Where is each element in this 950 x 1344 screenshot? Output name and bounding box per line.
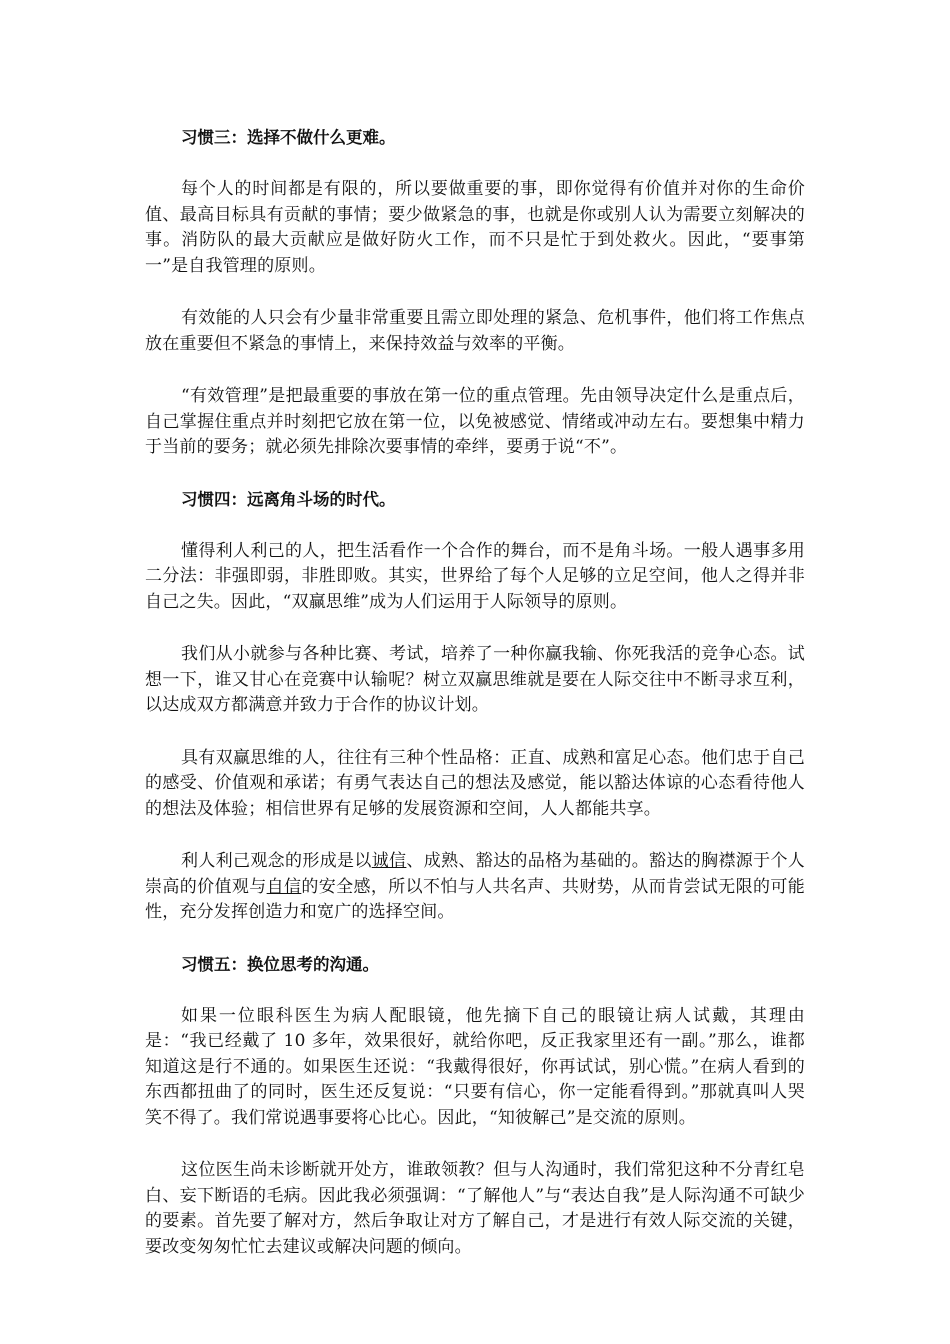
section-heading-habit-5: 习惯五：换位思考的沟通。 [181, 954, 379, 974]
paragraph: 这位医生尚未诊断就开处方，谁敢领教？但与人沟通时，我们常犯这种不分青红皂白、妄下断语的毛病。因此我必须强调：“了解他人”与“表达自我”是人际沟通不可缺少的要素。首先要了解对方，然后争取让对方了解自己，才是进行有效人际交流的关键，要改变匆匆忙忙去建议或解决问题的倾向。 [145, 1160, 805, 1257]
text-run: 利人利己观念的形成是以 [181, 851, 372, 871]
link-integrity[interactable]: 诚信 [371, 851, 407, 871]
paragraph: 每个人的时间都是有限的，所以要做重要的事，即你觉得有价值并对你的生命价值、最高目标具有贡献的事情；要少做紧急的事，也就是你或别人认为需要立刻解决的事。消防队的最大贡献应是做好防火工作，而不只是忙于到处救火。因此，“要事第一”是自我管理的原则。 [145, 179, 805, 276]
paragraph: 具有双赢思维的人，往往有三种个性品格：正直、成熟和富足心态。他们忠于自己的感受、价值观和承诺；有勇气表达自己的想法及感觉，能以豁达体谅的心态看待他人的想法及体验；相信世界有足够的发展资源和空间，人人都能共享。 [145, 747, 805, 819]
paragraph-with-links [145, 849, 805, 926]
paragraph: 有效能的人只会有少量非常重要且需立即处理的紧急、危机事件，他们将工作焦点放在重要但不紧急的事情上，来保持效益与效率的平衡。 [145, 308, 805, 354]
paragraph: 我们从小就参与各种比赛、考试，培养了一种你赢我输、你死我活的竞争心态。试想一下，谁又甘心在竞赛中认输呢？树立双赢思维就是要在人际交往中不断寻求互利，以达成双方都满意并致力于合作的协议计划。 [145, 644, 805, 715]
paragraph: 如果一位眼科医生为病人配眼镜，他先摘下自己的眼镜让病人试戴，其理由是：“我已经戴了 10 多年，效果很好，就给你吧，反正我家里还有一副。”那么，谁都知道这是行不通的。如果医生还说：“我戴得很好，你再试试，别心慌。”在病人看到的东西都扭曲了的同时，医生还反复说：“只要有信心，你一定能看得到。”那就真叫人哭笑不得了。我们常说遇事要将心比心。因此，“知彼解己”是交流的原则。 [145, 1005, 805, 1128]
text-run: 、成熟、豁达的品格为基础的。豁达的胸襟源于个人崇高的价值观与 [145, 851, 805, 897]
section-heading-habit-4: 习惯四：远离角斗场的时代。 [181, 489, 396, 509]
section-heading-habit-3: 习惯三：选择不做什么更难。 [181, 128, 396, 147]
text-run: 的安全感，所以不怕与人共名声、共财势，从而肯尝试无限的可能性，充分发挥创造力和宽广的选择空间。 [145, 876, 805, 922]
paragraph: “有效管理”是把最重要的事放在第一位的重点管理。先由领导决定什么是重点后，自己掌握住重点并时刻把它放在第一位，以免被感觉、情绪或冲动左右。要想集中精力于当前的要务；就必须先排除次要事情的牵绊，要勇于说“不”。 [145, 386, 805, 457]
document-page [145, 126, 805, 1287]
paragraph: 懂得利人利己的人，把生活看作一个合作的舞台，而不是角斗场。一般人遇事多用二分法：非强即弱，非胜即败。其实，世界给了每个人足够的立足空间，他人之得并非自己之失。因此，“双赢思维”成为人们运用于人际领导的原则。 [145, 540, 805, 612]
link-confidence[interactable]: 自信 [266, 876, 302, 897]
